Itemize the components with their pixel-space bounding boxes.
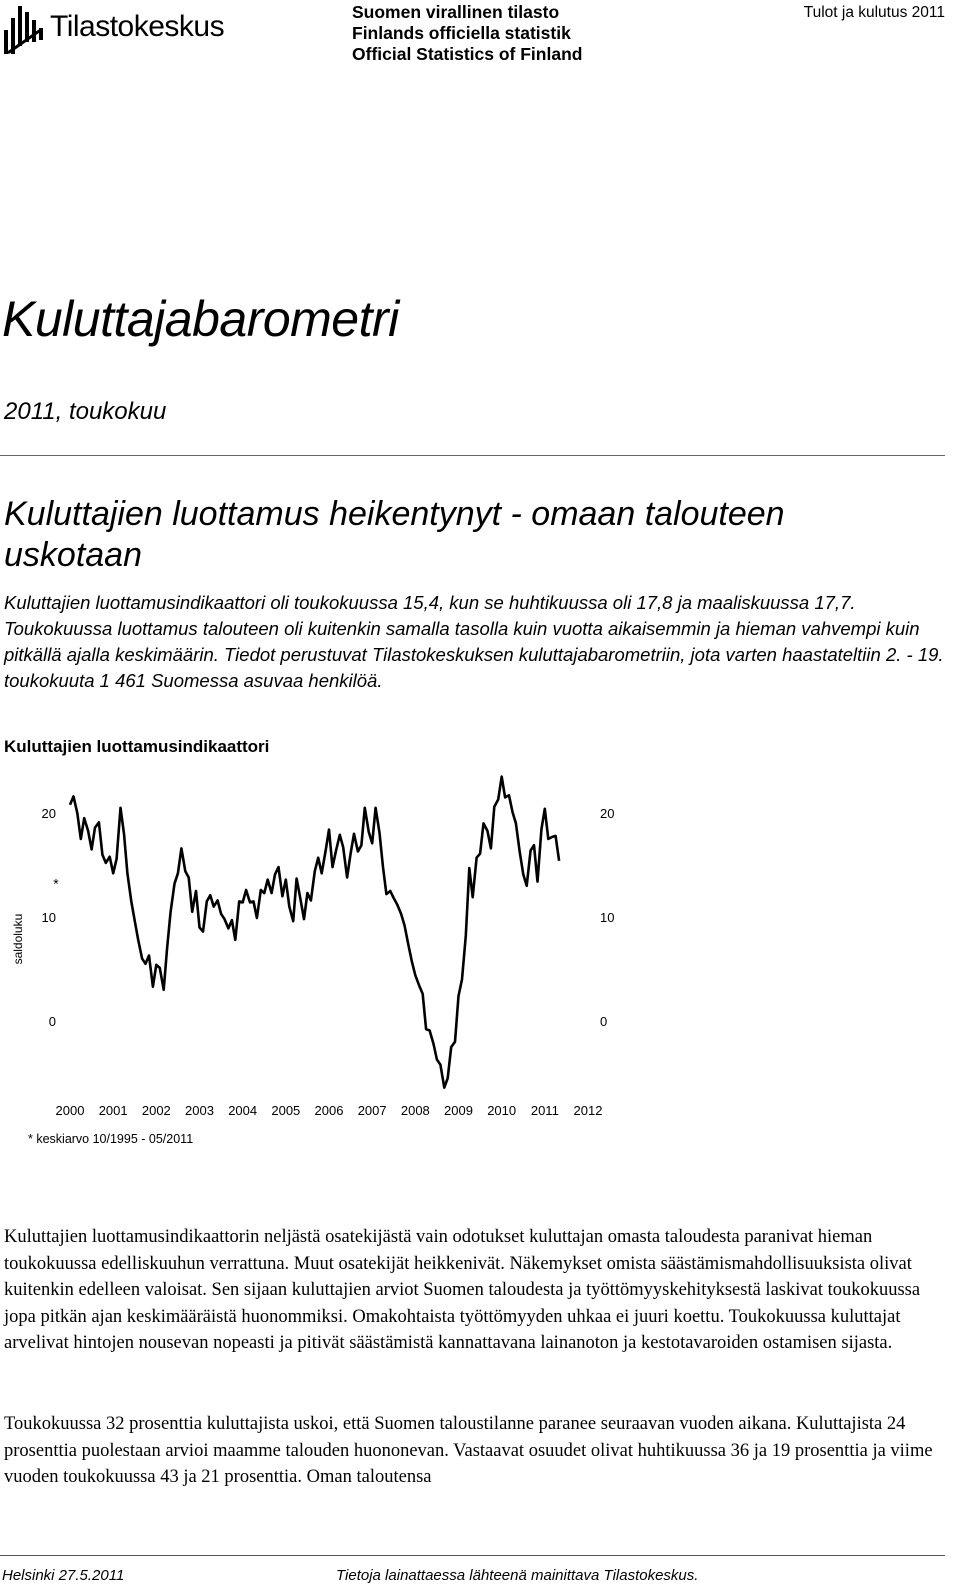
x-tick-label: 2011 xyxy=(530,1103,559,1118)
chart-footnote: * keskiarvo 10/1995 - 05/2011 xyxy=(28,1132,194,1146)
x-tick-label: 2001 xyxy=(98,1103,128,1118)
chart-series-group xyxy=(70,777,559,1088)
body-paragraph: Kuluttajien luottamusindikaattorin neljästä osatekijästä vain odotukset kuluttajan omasta taloudesta paranivat hieman toukokuussa edelliskuuhun verrattuna. Muut osatekijät heikkenivät. Näkemykset omista säästämismahdollisuuksista olivat kuitenkin edelleen valoisat. Sen sijaan kuluttajien arviot Suomen taloudesta ja työttömyyskehityksestä laskivat toukokuussa jopa pitkän ajan keskimääräistä huonommiksi. Omakohtaista työttömyyden uhkaa ei juuri koettu. Toukokuussa kuluttajat arvelivat hintojen nousevan nopeasti ja pitivät säästämistä kannattavana lainanoton ja kestotavaroiden ostamisen sijasta. xyxy=(4,1227,921,1353)
divider xyxy=(0,455,945,456)
x-tick-label: 2002 xyxy=(141,1103,171,1118)
x-tick-label: 2009 xyxy=(444,1103,473,1118)
x-tick-label: 2003 xyxy=(185,1103,214,1118)
series-title: Tulot ja kulutus 2011 xyxy=(803,4,945,21)
x-tick-label: 2008 xyxy=(400,1103,430,1118)
y-tick-label-right: 20 xyxy=(600,806,615,821)
official-line-fi: Suomen virallinen tilasto xyxy=(352,2,560,22)
headline: Kuluttajien luottamus heikentynyt - omaan talouteen uskotaan xyxy=(4,495,785,574)
x-tick-label: 2004 xyxy=(228,1103,258,1118)
series-line xyxy=(70,777,559,1088)
page-title: Kuluttajabarometri xyxy=(2,291,399,347)
footer-place-date: Helsinki 27.5.2011 xyxy=(2,1567,125,1584)
average-marker: * xyxy=(53,875,59,892)
y-tick-label-left: 0 xyxy=(48,1014,56,1029)
logo-wordmark: Tilastokeskus xyxy=(50,10,225,43)
body-paragraph: Toukokuussa 32 prosenttia kuluttajista uskoi, että Suomen taloustilanne paranee seuraavan vuoden aikana. Kuluttajista 24 prosenttia puolestaan arvioi maamme talouden huononevan. Vastaavat osuudet olivat huhtikuussa 36 ja 19 prosenttia ja viime vuoden toukokuussa 43 ja 21 prosenttia. Oman taloutensa xyxy=(4,1414,933,1487)
y-tick-label-right: 10 xyxy=(600,910,615,925)
lead-paragraph: Kuluttajien luottamusindikaattori oli toukokuussa 15,4, kun se huhtikuussa oli 17,8 ja maaliskuussa 17,7. Toukokuussa luottamus talouteen oli kuitenkin samalla tasolla kuin vuotta aikaisemmin ja hieman vahvempi kuin pitkällä ajalla keskimäärin. Tiedot perustuvat Tilastokeskuksen kuluttajabarometriin, jota varten haastateltiin 2. - 19. toukokuuta 1 461 Suomessa asuvaa henkilöä. xyxy=(4,592,944,691)
x-tick-label: 2007 xyxy=(357,1103,387,1118)
footer-divider xyxy=(0,1555,945,1556)
confidence-indicator-chart xyxy=(10,775,628,1160)
chart-axes xyxy=(42,806,615,1118)
y-tick-label-right: 0 xyxy=(600,1014,608,1029)
x-tick-label: 2012 xyxy=(573,1103,603,1118)
x-tick-label: 2005 xyxy=(271,1103,301,1118)
period-label: 2011, toukokuu xyxy=(4,398,167,425)
footer-source-note: Tietoja lainattaessa lähteenä mainittava Tilastokeskus. xyxy=(336,1567,699,1584)
y-tick-label-left: 10 xyxy=(41,910,56,925)
official-line-sv: Finlands officiella statistik xyxy=(352,23,571,43)
x-tick-label: 2000 xyxy=(55,1103,85,1118)
y-axis-label: saldoluku xyxy=(11,913,25,965)
figure-title: Kuluttajien luottamusindikaattori xyxy=(4,737,270,756)
x-tick-label: 2010 xyxy=(487,1103,517,1118)
y-tick-label-left: 20 xyxy=(41,806,56,821)
official-statistics-label xyxy=(352,2,582,65)
x-tick-label: 2006 xyxy=(314,1103,344,1118)
official-line-en: Official Statistics of Finland xyxy=(352,44,583,64)
